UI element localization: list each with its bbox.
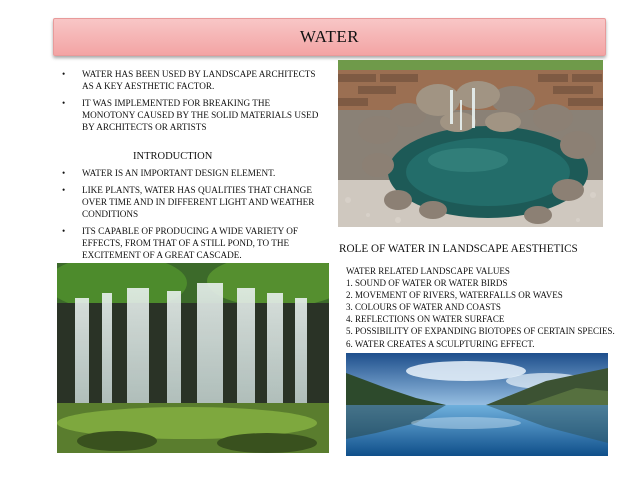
bullet-text: ITS CAPABLE OF PRODUCING A WIDE VARIETY OF EFFECTS, FROM THAT OF A STILL POND, TO THE EXCITEMENT OF A GREAT CASCADE. — [82, 226, 299, 260]
bullet-icon: • — [62, 226, 66, 236]
bullet-text: IT WAS IMPLEMENTED FOR BREAKING THE MONOTONY CAUSED BY THE SOLID MATERIALS USED BY ARCHITECTS OR ARTISTS — [82, 98, 319, 132]
pond-photo — [338, 60, 603, 227]
list-item — [57, 68, 319, 92]
introduction-heading: INTRODUCTION — [133, 151, 213, 162]
title-bar — [53, 18, 606, 56]
values-title: WATER RELATED LANDSCAPE VALUES — [346, 266, 510, 276]
list-item: 6. WATER CREATES A SCULPTURING EFFECT. — [346, 338, 535, 349]
bullet-icon: • — [62, 98, 66, 108]
list-item — [57, 225, 319, 261]
bullet-text: LIKE PLANTS, WATER HAS QUALITIES THAT CHANGE OVER TIME AND IN DIFFERENT LIGHT AND WEATHER CONDITIONS — [82, 185, 315, 219]
bullet-text: WATER IS AN IMPORTANT DESIGN ELEMENT. — [82, 168, 276, 178]
list-item — [57, 167, 319, 179]
role-heading: ROLE OF WATER IN LANDSCAPE AESTHETICS — [339, 243, 578, 255]
intro-bullet-list — [57, 68, 319, 138]
list-item — [57, 184, 319, 220]
list-item: 3. COLOURS OF WATER AND COASTS — [346, 302, 501, 313]
bullet-text: WATER HAS BEEN USED BY LANDSCAPE ARCHITECTS AS A KEY AESTHETIC FACTOR. — [82, 69, 316, 91]
bullet-icon: • — [62, 69, 66, 79]
list-item: 5. POSSIBILITY OF EXPANDING BIOTOPES OF CERTAIN SPECIES. — [346, 326, 615, 337]
list-item: 1. SOUND OF WATER OR WATER BIRDS — [346, 278, 508, 289]
waterfall-photo — [57, 263, 329, 453]
bullet-icon: • — [62, 185, 66, 195]
slide-title: WATER — [299, 27, 360, 46]
bullet-icon: • — [62, 168, 66, 178]
landscape-values-list — [346, 265, 615, 350]
lake-photo — [346, 353, 608, 456]
design-bullet-list — [57, 167, 319, 266]
list-item — [57, 97, 319, 133]
list-item: 4. REFLECTIONS ON WATER SURFACE — [346, 314, 505, 325]
list-item: 2. MOVEMENT OF RIVERS, WATERFALLS OR WAVES — [346, 290, 563, 301]
